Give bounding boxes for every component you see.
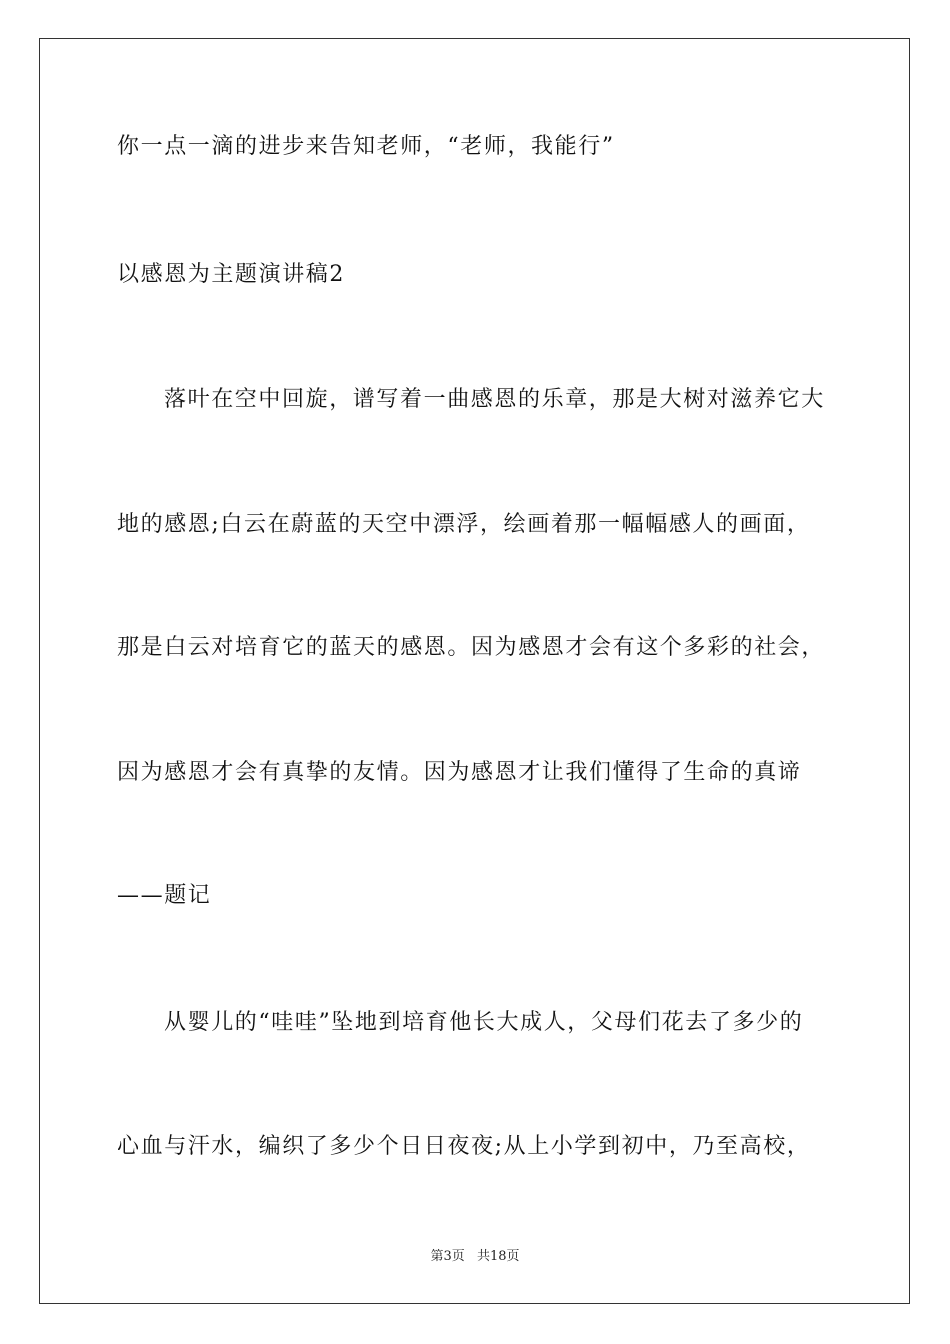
page-number: 第3页 [430, 1249, 465, 1264]
paragraph-line: 那是白云对培育它的蓝天的感恩。因为感恩才会有这个多彩的社会， [117, 635, 826, 660]
section-heading: 以感恩为主题演讲稿2 [117, 262, 345, 287]
epigraph-attribution: ——题记 [117, 883, 212, 908]
paragraph-line: 心血与汗水，编织了多少个日日夜夜;从上小学到初中，乃至高校， [117, 1134, 811, 1159]
paragraph-line: 落叶在空中回旋，谱写着一曲感恩的乐章，那是大树对滋养它大 [164, 387, 825, 412]
page-border [39, 38, 910, 1304]
page-total: 共18页 [476, 1249, 520, 1264]
page-footer [0, 1248, 950, 1266]
paragraph-line: 因为感恩才会有真挚的友情。因为感恩才让我们懂得了生命的真谛 [117, 760, 802, 785]
text-line: 你一点一滴的进步来告知老师，“老师，我能行” [117, 134, 615, 159]
paragraph-line: 从婴儿的“哇哇”坠地到培育他长大成人，父母们花去了多少的 [164, 1010, 804, 1035]
paragraph-line: 地的感恩;白云在蔚蓝的天空中漂浮，绘画着那一幅幅感人的画面， [117, 512, 811, 537]
